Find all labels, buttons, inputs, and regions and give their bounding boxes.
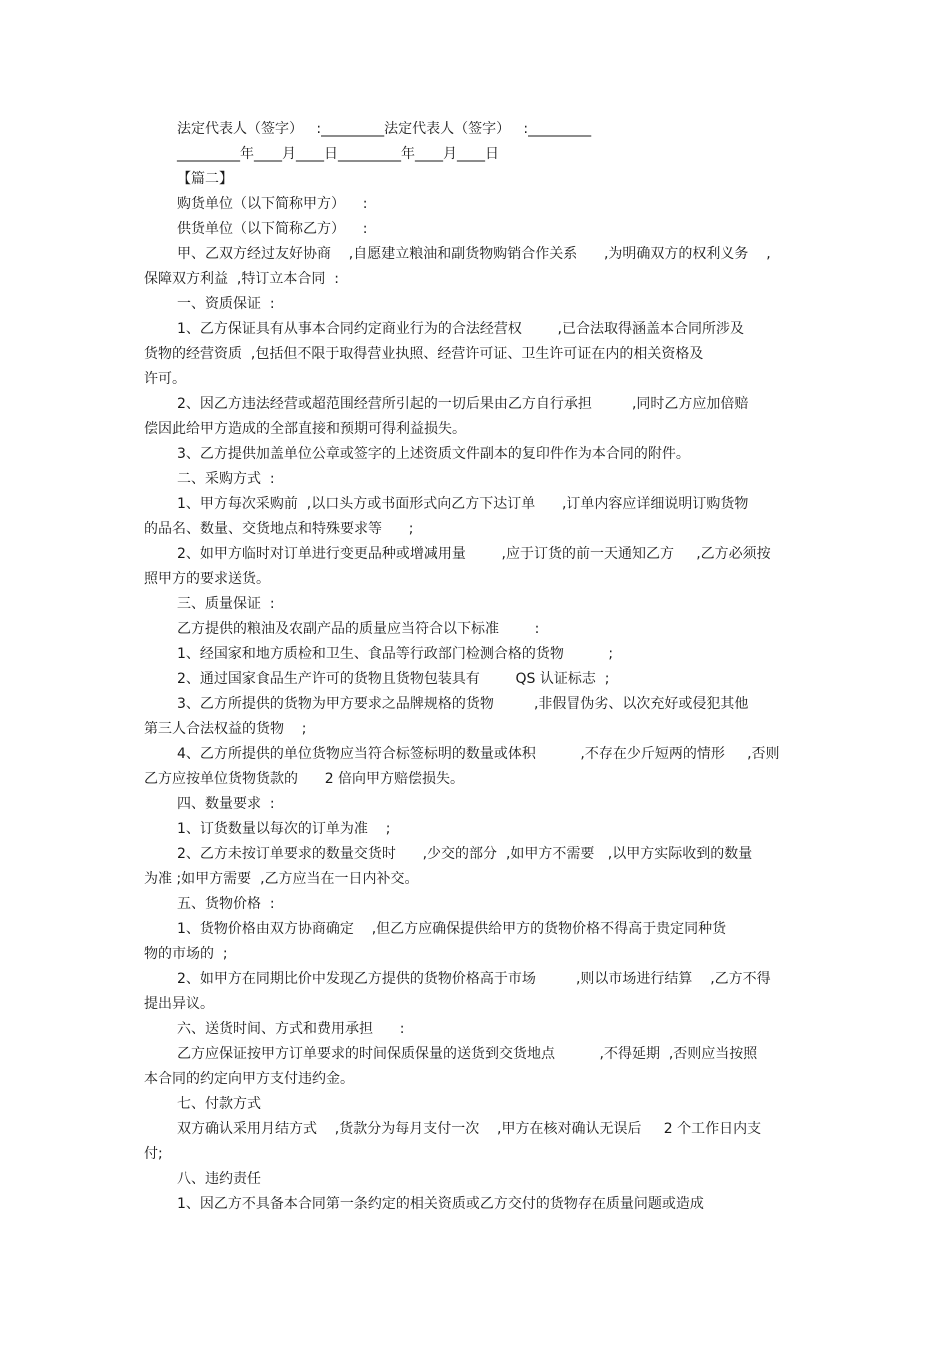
text-line: 3、乙方所提供的货物为甲方要求之品牌规格的货物 ,非假冒伪劣、以次充好或侵犯其他 xyxy=(177,696,749,712)
text-line: 2、乙方未按订单要求的数量交货时 ,少交的部分 ,如甲方不需要 ,以甲方实际收到的数量 xyxy=(177,846,753,862)
text-line: 提出异议。 xyxy=(144,996,214,1012)
text-line: 1、甲方每次采购前 ,以口头方或书面形式向乙方下达订单 ,订单内容应详细说明订购货物 xyxy=(177,496,749,512)
text-line: 1、订货数量以每次的订单为准 ; xyxy=(177,821,391,837)
text-line: 保障双方利益 ,特订立本合同 : xyxy=(144,271,339,287)
text-line: 许可。 xyxy=(144,371,186,387)
text-line: 乙方应保证按甲方订单要求的时间保质保量的送货到交货地点 ,不得延期 ,否则应当按照 xyxy=(177,1046,758,1062)
text-line: _________年____月____日_________年____月____日 xyxy=(177,146,499,162)
text-line: 1、货物价格由双方协商确定 ,但乙方应确保提供给甲方的货物价格不得高于贵定同种货 xyxy=(177,921,727,937)
text-line: 2、因乙方违法经营或超范围经营所引起的一切后果由乙方自行承担 ,同时乙方应加倍赔 xyxy=(177,396,749,412)
text-line: 2、如甲方在同期比价中发现乙方提供的货物价格高于市场 ,则以市场进行结算 ,乙方不得 xyxy=(177,971,771,987)
text-line: 物的市场的 ; xyxy=(144,946,228,962)
text-line: 付; xyxy=(144,1146,163,1162)
text-line: 甲、乙双方经过友好协商 ,自愿建立粮油和副货物购销合作关系 ,为明确双方的权利义务 , xyxy=(177,246,771,262)
text-line: 双方确认采用月结方式 ,货款分为每月支付一次 ,甲方在核对确认无误后 2 个工作日内支 xyxy=(177,1121,762,1137)
section-heading: 【篇二】 xyxy=(177,171,233,187)
text-line: 4、乙方所提供的单位货物应当符合标签标明的数量或体积 ,不存在少斤短两的情形 ,否则 xyxy=(177,746,780,762)
text-line: 2、通过国家食品生产许可的货物且货物包装具有 QS 认证标志 ; xyxy=(177,671,610,687)
text-line: 偿因此给甲方造成的全部直接和预期可得利益损失。 xyxy=(144,421,466,437)
text-line: 2、如甲方临时对订单进行变更品种或增减用量 ,应于订货的前一天通知乙方 ,乙方必须按 xyxy=(177,546,771,562)
text-line: 的品名、数量、交货地点和特殊要求等 ; xyxy=(144,521,414,537)
text-line: 本合同的约定向甲方支付违约金。 xyxy=(144,1071,354,1087)
section-heading: 一、资质保证 : xyxy=(177,296,275,312)
text-line: 1、乙方保证具有从事本合同约定商业行为的合法经营权 ,已合法取得涵盖本合同所涉及 xyxy=(177,321,744,337)
section-heading: 二、采购方式 : xyxy=(177,471,275,487)
text-line: 购货单位（以下简称甲方） : xyxy=(177,196,368,212)
text-line: 法定代表人（签字） :_________法定代表人（签字） :_________ xyxy=(177,121,592,137)
text-line: 乙方提供的粮油及农副产品的质量应当符合以下标准 : xyxy=(177,621,540,637)
section-heading: 四、数量要求 : xyxy=(177,796,275,812)
section-heading: 七、付款方式 xyxy=(177,1096,261,1112)
text-line: 照甲方的要求送货。 xyxy=(144,571,270,587)
section-heading: 三、质量保证 : xyxy=(177,596,275,612)
section-heading: 八、违约责任 xyxy=(177,1171,261,1187)
text-line: 1、经国家和地方质检和卫生、食品等行政部门检测合格的货物 ; xyxy=(177,646,614,662)
text-line: 乙方应按单位货物货款的 2 倍向甲方赔偿损失。 xyxy=(144,771,465,787)
section-heading: 六、送货时间、方式和费用承担 : xyxy=(177,1021,405,1037)
text-line: 货物的经营资质 ,包括但不限于取得营业执照、经营许可证、卫生许可证在内的相关资格及 xyxy=(144,346,704,362)
text-line: 3、乙方提供加盖单位公章或签字的上述资质文件副本的复印件作为本合同的附件。 xyxy=(177,446,690,462)
section-heading: 五、货物价格 : xyxy=(177,896,275,912)
text-line: 为准 ;如甲方需要 ,乙方应当在一日内补交。 xyxy=(144,871,419,887)
text-line: 供货单位（以下简称乙方） : xyxy=(177,221,368,237)
text-line: 1、因乙方不具备本合同第一条约定的相关资质或乙方交付的货物存在质量问题或造成 xyxy=(177,1196,704,1212)
text-line: 第三人合法权益的货物 ; xyxy=(144,721,307,737)
